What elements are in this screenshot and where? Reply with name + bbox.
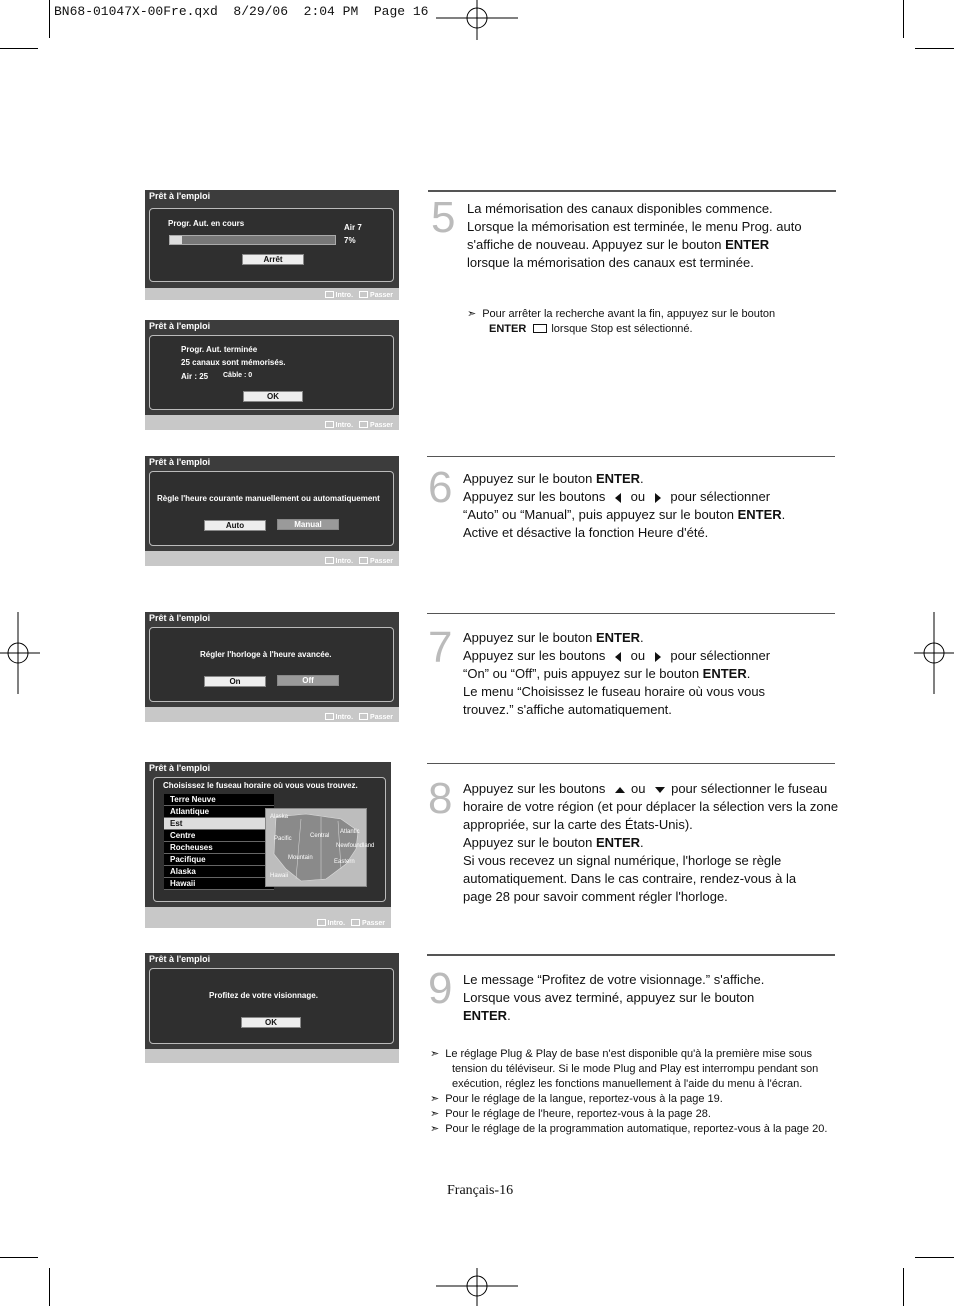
map-label: Alaska — [270, 814, 289, 820]
step-5-text: La mémorisation des canaux disponibles commence. Lorsque la mémorisation est terminée, le menu Prog. auto s'affiche de nouveau. Appuyez sur le bouton ENTER lorsque la mémorisation des canaux est terminée. — [467, 201, 802, 270]
map-label: Central — [310, 833, 330, 839]
section-rule — [427, 456, 835, 457]
menu-icon — [359, 557, 368, 564]
right-arrow-icon — [655, 493, 661, 503]
section-rule — [428, 190, 836, 192]
step-number: 9 — [428, 964, 453, 1013]
step-9-text: Le message “Profitez de votre visionnage.” s'affiche. Lorsque vous avez terminé, appuyez sur le bouton ENTER. — [463, 972, 765, 1023]
auto-button[interactable]: Auto — [204, 520, 266, 531]
enjoy-message: Profitez de votre visionnage. — [209, 991, 318, 1000]
section-rule — [427, 954, 835, 956]
time-zone-map[interactable] — [265, 808, 375, 887]
screen-auto-program-progress — [145, 190, 399, 300]
step-6-text: Appuyez sur le bouton ENTER. Appuyez sur les boutons ou pour sélectionner “Auto” ou “Manual”, puis appuyez sur le bouton ENTER. Active et désactive la fonction Heure d'été. — [463, 471, 786, 540]
crop-mark — [0, 48, 38, 49]
page-footer: Français-16 — [447, 1183, 514, 1198]
air-channel: Air 7 — [344, 223, 362, 232]
map-label: Hawaii — [270, 873, 289, 879]
screen-title: Prêt à l'emploi — [145, 953, 399, 965]
map-label: Newfoundland — [336, 843, 375, 849]
registration-mark-icon — [0, 612, 40, 694]
enter-icon — [325, 713, 334, 720]
step-8-text: Appuyez sur les boutons ou pour sélectionner le fuseau horaire de votre région (et pour déplacer la sélection vers la zone appropriée, sur la carte des États-Unis). Appuyez sur le bouton ENTER. Si vous recevez un signal numérique, l'horloge se règle automatiquement. Dans le cas contraire, rendez-vous à la page 28 pour savoir comment régler l'horloge. — [463, 781, 839, 904]
note-arrow-icon: ➣ — [430, 1048, 440, 1060]
screen-title: Prêt à l'emploi — [145, 612, 399, 624]
ok-button[interactable]: OK — [243, 391, 303, 402]
region-list — [164, 794, 274, 890]
section-rule — [427, 613, 835, 614]
region-item[interactable]: Alaska — [164, 866, 274, 878]
crop-mark — [49, 1268, 50, 1306]
left-arrow-icon — [615, 493, 621, 503]
screen-daylight-saving — [145, 612, 399, 722]
enter-icon — [317, 919, 326, 926]
screen-auto-program-done — [145, 320, 399, 430]
step-7-text: Appuyez sur le bouton ENTER. Appuyez sur les boutons ou pour sélectionner “On” ou “Off”, puis appuyez sur le bouton ENTER. Le menu “Choisissez le fuseau horaire où vous vous trouvez.” s'affiche automatiquement. — [463, 630, 771, 717]
enter-icon — [325, 291, 334, 298]
file-header: BN68-01047X-00Fre.qxd 8/29/06 2:04 PM Page 16 — [54, 4, 429, 19]
screen-footer: Intro. Passer — [319, 713, 393, 721]
note-arrow-icon: ➣ — [430, 1123, 440, 1135]
right-arrow-icon — [655, 652, 661, 662]
menu-icon — [359, 291, 368, 298]
crop-mark — [0, 1257, 38, 1258]
section-rule — [427, 763, 835, 764]
map-label: Mountain — [288, 855, 313, 861]
done-label: Progr. Aut. terminée — [181, 345, 258, 354]
screen-footer: Intro. Passer — [319, 291, 393, 299]
crop-mark — [49, 0, 50, 38]
screen-title: Prêt à l'emploi — [145, 456, 399, 468]
left-arrow-icon — [615, 652, 621, 662]
down-arrow-icon — [655, 787, 665, 793]
screen-enjoy — [145, 953, 399, 1063]
time-zone-prompt: Choisissez le fuseau horaire où vous vous trouvez. — [163, 781, 358, 790]
ok-button[interactable]: OK — [241, 1017, 301, 1028]
up-arrow-icon — [615, 787, 625, 793]
clock-mode-prompt: Règle l'heure courante manuellement ou automatiquement — [157, 494, 380, 503]
screen-footer: Intro. Passer — [319, 557, 393, 565]
region-item[interactable]: Atlantique — [164, 806, 274, 818]
note-arrow-icon: ➣ — [467, 308, 477, 320]
off-button[interactable]: Off — [277, 675, 339, 686]
screen-clock-mode — [145, 456, 399, 566]
screen-title: Prêt à l'emploi — [145, 190, 399, 202]
region-item[interactable]: Terre Neuve — [164, 794, 274, 806]
screen-footer: Intro. Passer — [319, 421, 393, 429]
progress-percent: 7% — [344, 236, 356, 245]
crop-mark — [903, 1268, 904, 1306]
step-number: 5 — [431, 193, 456, 242]
region-item[interactable]: Hawaii — [164, 878, 274, 890]
manual-button[interactable]: Manual — [277, 519, 339, 530]
progress-fill — [170, 236, 182, 244]
screen-title: Prêt à l'emploi — [145, 320, 399, 332]
stop-button[interactable]: Arrêt — [242, 254, 304, 265]
enter-icon — [325, 421, 334, 428]
on-button[interactable]: On — [204, 676, 266, 687]
enter-icon — [533, 324, 547, 333]
crop-mark — [915, 1257, 954, 1258]
registration-mark-icon — [436, 0, 518, 40]
menu-icon — [359, 421, 368, 428]
map-label: Pacific — [274, 836, 292, 842]
crop-mark — [915, 48, 954, 49]
note-arrow-icon: ➣ — [430, 1093, 440, 1105]
step-5-note: ➣ Pour arrêter la recherche avant la fin, appuyez sur le bouton ENTER lorsque Stop est sélectionné. — [467, 308, 776, 335]
step-number: 6 — [428, 463, 453, 512]
step-9-notes: ➣ Le réglage Plug & Play de base n'est disponible qu'à la première mise sous tension du téléviseur. Si le mode Plug and Play est interrompu pendant son exécution, réglez les fonctions manuellement à l'aide du menu à l'écran. ➣ Pour le réglage de la langue, reportez-vous à la page 19. ➣ Pour le réglage de l'heure, reportez-vous à la page 28. ➣ Pour le réglage de la programmation automatique, reportez-vous à la page 20. — [430, 1048, 828, 1135]
progress-bar — [169, 235, 336, 245]
note-arrow-icon: ➣ — [430, 1108, 440, 1120]
menu-icon — [351, 919, 360, 926]
air-count: Air : 25 — [181, 372, 209, 381]
progress-label: Progr. Aut. en cours — [168, 219, 245, 228]
map-label: Eastern — [334, 859, 355, 865]
dst-prompt: Régler l'horloge à l'heure avancée. — [200, 650, 332, 659]
region-item[interactable]: Centre — [164, 830, 274, 842]
enter-icon — [325, 557, 334, 564]
region-item[interactable]: Est — [164, 818, 274, 830]
registration-mark-icon — [436, 1268, 518, 1306]
region-item[interactable]: Rocheuses — [164, 842, 274, 854]
step-number: 8 — [428, 774, 453, 823]
map-label: Atlantic — [340, 829, 360, 835]
screen-title: Prêt à l'emploi — [145, 762, 391, 774]
menu-icon — [359, 713, 368, 720]
cable-count: Câble : 0 — [223, 372, 253, 379]
screen-footer: Intro. Passer — [311, 919, 385, 927]
channels-stored: 25 canaux sont mémorisés. — [181, 358, 286, 367]
step-number: 7 — [428, 623, 453, 672]
crop-mark — [903, 0, 904, 38]
region-item[interactable]: Pacifique — [164, 854, 274, 866]
registration-mark-icon — [914, 612, 954, 694]
